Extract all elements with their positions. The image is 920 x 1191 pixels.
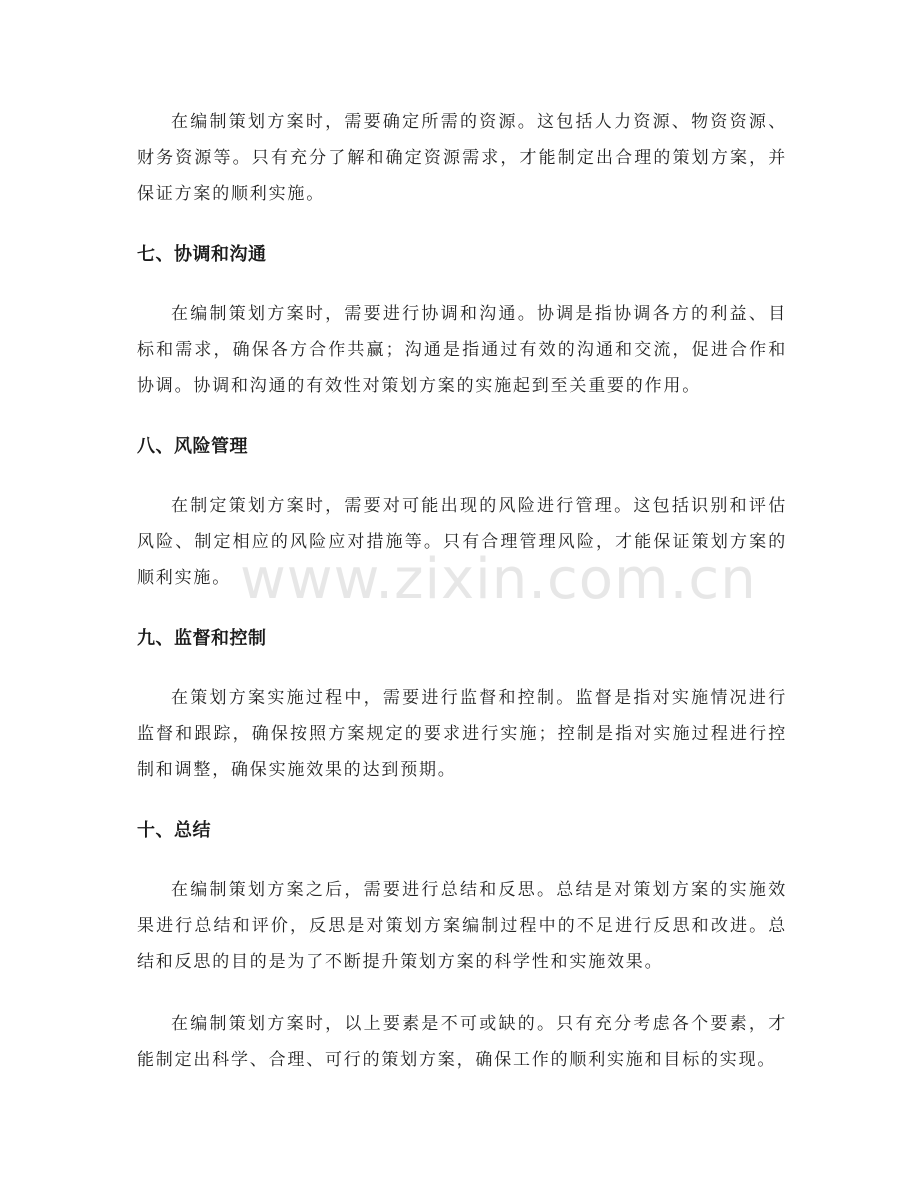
heading-section-7: 七、协调和沟通 xyxy=(137,244,267,265)
paragraph-resources: 在编制策划方案时，需要确定所需的资源。这包括人力资源、物资资源、财务资源等。只有充分了解和确定资源需求，才能制定出合理的策划方案，并保证方案的顺利实施。 xyxy=(137,112,787,204)
heading-section-10: 十、总结 xyxy=(137,820,211,841)
paragraph-conclusion: 在编制策划方案时，以上要素是不可或缺的。只有充分考虑各个要素，才能制定出科学、合理、可行的策划方案，确保工作的顺利实施和目标的实现。 xyxy=(137,1014,787,1070)
heading-section-8: 八、风险管理 xyxy=(137,436,248,457)
paragraph-summary: 在编制策划方案之后，需要进行总结和反思。总结是对策划方案的实施效果进行总结和评价，反思是对策划方案编制过程中的不足进行反思和改进。总结和反思的目的是为了不断提升策划方案的科学性和实施效果。 xyxy=(137,880,787,972)
paragraph-coordination: 在编制策划方案时，需要进行协调和沟通。协调是指协调各方的利益、目标和需求，确保各方合作共赢；沟通是指通过有效的沟通和交流，促进合作和协调。协调和沟通的有效性对策划方案的实施起到至关重要的作用。 xyxy=(137,304,787,396)
paragraph-supervision: 在策划方案实施过程中，需要进行监督和控制。监督是指对实施情况进行监督和跟踪，确保按照方案规定的要求进行实施；控制是指对实施过程进行控制和调整，确保实施效果的达到预期。 xyxy=(137,688,787,780)
watermark: www.zixin.com.cn xyxy=(240,547,757,612)
document-body xyxy=(137,104,787,1104)
heading-section-9: 九、监督和控制 xyxy=(137,628,267,649)
paragraph-risk-management: 在制定策划方案时，需要对可能出现的风险进行管理。这包括识别和评估风险、制定相应的风险应对措施等。只有合理管理风险，才能保证策划方案的顺利实施。 xyxy=(137,496,787,588)
